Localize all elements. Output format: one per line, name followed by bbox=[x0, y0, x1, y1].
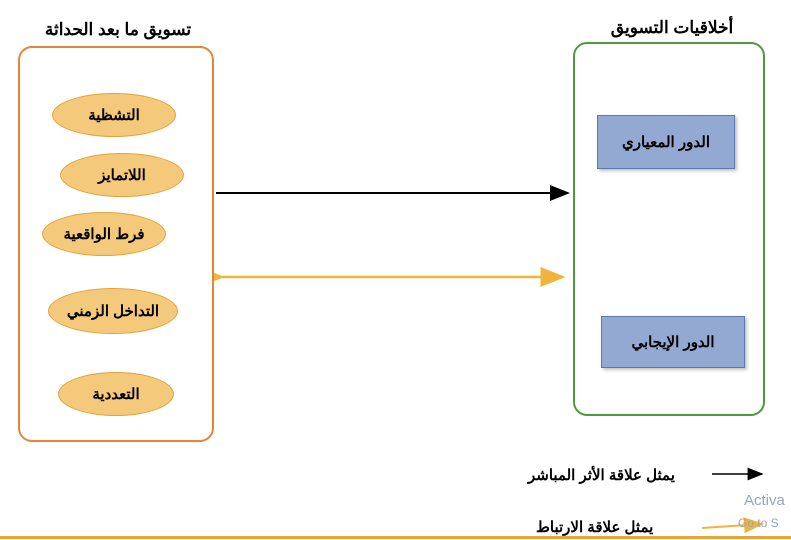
legend-label: يمثل علاقة الارتباط bbox=[536, 519, 654, 536]
activate-watermark-line2: Go to S bbox=[738, 516, 779, 530]
node-label: التداخل الزمني bbox=[66, 303, 160, 320]
node-label: اللاتمايز bbox=[98, 167, 146, 184]
legend-association-line bbox=[702, 524, 762, 528]
legend-item-direct-effect bbox=[520, 466, 675, 484]
node-fragmentation[interactable] bbox=[52, 93, 176, 137]
node-normative-role[interactable] bbox=[597, 115, 735, 169]
legend-item-association bbox=[528, 518, 653, 536]
node-positive-role[interactable] bbox=[601, 316, 745, 368]
postmodern-marketing-title: تسويق ما بعد الحداثة bbox=[10, 20, 226, 40]
node-label: التعددية bbox=[92, 386, 140, 403]
node-label: الدور الإيجابي bbox=[631, 334, 715, 351]
node-pluralism[interactable] bbox=[58, 372, 174, 416]
node-chronology[interactable] bbox=[48, 288, 178, 334]
node-hyperreality[interactable] bbox=[42, 212, 166, 256]
node-label: الدور المعياري bbox=[622, 134, 710, 151]
activate-watermark-line1: Activa bbox=[744, 492, 785, 509]
legend-label: يمثل علاقة الأثر المباشر bbox=[528, 467, 675, 484]
node-dedifferentiation[interactable] bbox=[60, 153, 184, 197]
bottom-divider bbox=[0, 536, 791, 539]
node-label: التشظية bbox=[88, 107, 140, 124]
node-label: فرط الواقعية bbox=[63, 226, 145, 243]
marketing-ethics-title: أخلاقيات التسويق bbox=[565, 18, 779, 38]
